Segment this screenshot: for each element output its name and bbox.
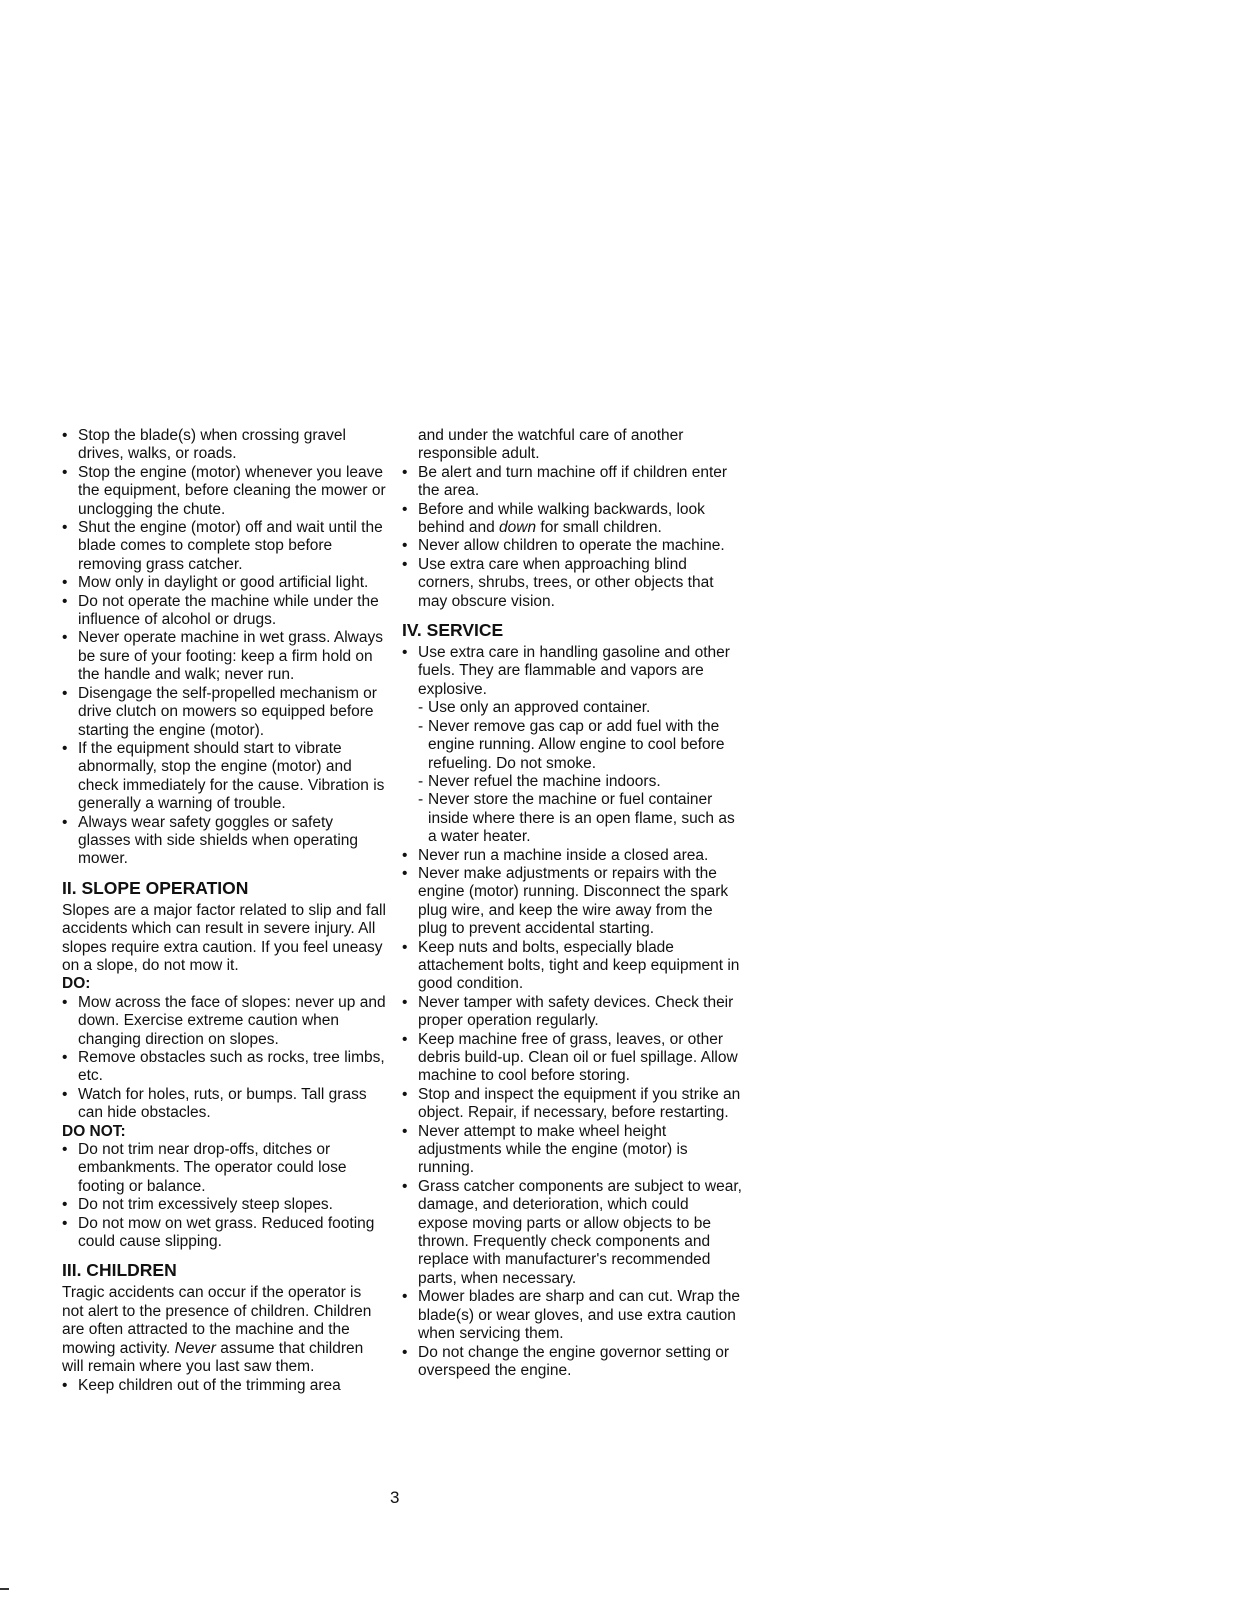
do-not-label: DO NOT: <box>62 1122 126 1140</box>
children-intro-part2: assume that children will remain where you last saw them. <box>62 1339 364 1376</box>
list-item <box>62 814 387 869</box>
bullet-mark: • <box>62 463 68 481</box>
keep-children-item: Keep children out of the trimming area <box>78 1376 341 1394</box>
list-item-text: Keep nuts and bolts, especially blade attachement bolts, tight and keep equipment in good condition. <box>418 938 740 993</box>
list-item-text: Use only an approved container. <box>428 699 651 717</box>
do-label: DO: <box>62 975 91 993</box>
bullet-mark: • <box>402 938 408 956</box>
dash-mark: - <box>418 717 424 735</box>
list-item <box>402 464 742 501</box>
list-item-text: Never remove gas cap or add fuel with the engine running. Allow engine to cool before refueling. Do not smoke. <box>428 717 725 772</box>
page-number: 3 <box>390 1488 400 1507</box>
bullet-mark: • <box>402 500 408 518</box>
list-item-text: Watch for holes, ruts, or bumps. Tall grass can hide obstacles. <box>78 1085 367 1122</box>
list-item-text: Do not trim near drop-offs, ditches or embankments. The operator could lose footing or balance. <box>78 1141 347 1195</box>
list-item-text: Grass catcher components are subject to wear, damage, and deterioration, which could expose moving parts or allow objects to be thrown. Frequently check components and replace with manufacturer's recommended parts, when necessary. <box>418 1177 742 1287</box>
list-item-text: Never store the machine or fuel container inside where there is an open flame, such as a water heater. <box>428 791 735 846</box>
bullet-mark: • <box>402 1122 408 1140</box>
list-item <box>62 464 387 519</box>
list-item-text: Remove obstacles such as rocks, tree limbs, etc. <box>78 1049 385 1085</box>
keep-children-continuation: and under the watchful care of another responsible adult. <box>418 427 684 463</box>
list-item-text: Never operate machine in wet grass. Always be sure of your footing: keep a firm hold on the handle and walk; never run. <box>78 629 383 684</box>
list-item <box>62 740 387 814</box>
list-item <box>402 939 742 994</box>
dash-mark: - <box>418 791 424 809</box>
list-item-text: Stop and inspect the equipment if you strike an object. Repair, if necessary, before restarting. <box>418 1085 741 1122</box>
list-item <box>62 994 387 1049</box>
children-list-b <box>402 537 742 611</box>
bullet-mark: • <box>62 574 68 592</box>
do-not-list <box>62 1141 387 1251</box>
list-item-text: Never tamper with safety devices. Check their proper operation regularly. <box>418 993 734 1030</box>
list-item <box>402 1031 742 1086</box>
bullet-mark: • <box>62 427 68 444</box>
walking-down: down <box>499 519 537 537</box>
list-item <box>402 1123 742 1178</box>
bullet-mark: • <box>402 846 408 864</box>
list-item-text: Mow across the face of slopes: never up and down. Exercise extreme caution when changing direction on slopes. <box>78 993 386 1048</box>
list-item-text: If the equipment should start to vibrate abnormally, stop the engine (motor) and check immediately for the cause. Vibration is generally a warning of trouble. <box>78 739 385 813</box>
bullet-mark: • <box>402 1177 408 1195</box>
right-column <box>402 427 742 1380</box>
service-list <box>402 847 742 1381</box>
list-item <box>402 1288 742 1343</box>
bullet-mark: • <box>62 813 68 831</box>
sub-list-item <box>402 791 742 846</box>
list-item-text: Keep machine free of grass, leaves, or other debris build-up. Clean oil or fuel spillage. Allow machine to cool before storing. <box>418 1030 738 1085</box>
bullet-mark: • <box>62 684 68 702</box>
sub-list-item <box>402 773 742 791</box>
dash-mark: - <box>418 772 424 790</box>
children-list <box>402 464 742 501</box>
dash-mark: - <box>418 699 424 717</box>
list-item <box>62 574 387 592</box>
slope-intro: Slopes are a major factor related to slip and fall accidents which can result in severe injury. All slopes require extra caution. If you feel uneasy on a slope, do not mow it. <box>62 901 386 974</box>
list-item <box>62 427 387 464</box>
children-intro-part1: Tragic accidents can occur if the operator is not alert to the presence of children. Children are often attracted to the machine and the mowing activity. <box>62 1284 372 1357</box>
list-item-text: Stop the engine (motor) whenever you leave the equipment, before cleaning the mower or unclogging the chute. <box>78 463 386 518</box>
list-item <box>62 1086 387 1123</box>
bullet-mark: • <box>402 644 408 662</box>
list-item <box>402 865 742 939</box>
children-intro <box>62 1284 387 1376</box>
bullet-mark: • <box>402 1343 408 1361</box>
bullet-mark: • <box>62 1085 68 1103</box>
walking-part1: Before and while walking backwards, look behind and <box>418 500 705 537</box>
corner-mark <box>0 1588 9 1590</box>
list-item <box>62 1196 387 1214</box>
list-item <box>402 1344 742 1381</box>
list-item-text: Never attempt to make wheel height adjustments while the engine (motor) is running. <box>418 1122 688 1177</box>
list-item <box>402 1178 742 1288</box>
list-item <box>402 556 742 611</box>
bullet-mark: • <box>402 864 408 882</box>
bullet-mark: • <box>62 1141 68 1159</box>
list-item <box>402 501 742 538</box>
bullet-mark: • <box>402 555 408 573</box>
sub-list-item <box>402 718 742 773</box>
bullet-mark: • <box>402 993 408 1011</box>
left-bullet-list <box>62 427 387 869</box>
list-item <box>402 994 742 1031</box>
bullet-mark: • <box>62 629 68 647</box>
list-item-text: Use extra care when approaching blind corners, shrubs, trees, or other objects that may obscure vision. <box>418 555 714 610</box>
walking-part2: for small children. <box>536 519 662 537</box>
list-item-text: Never make adjustments or repairs with the engine (motor) running. Disconnect the spark plug wire, and keep the wire away from the plug to prevent accidental starting. <box>418 864 729 938</box>
bullet-mark: • <box>62 519 68 537</box>
bullet-mark: • <box>402 1085 408 1103</box>
bullet-mark: • <box>62 1196 68 1214</box>
list-item <box>62 1141 387 1196</box>
service-heading: IV. SERVICE <box>402 620 504 641</box>
bullet-mark: • <box>402 537 408 555</box>
list-item-text: Do not mow on wet grass. Reduced footing could cause slipping. <box>78 1214 375 1251</box>
bullet-mark: • <box>402 1030 408 1048</box>
list-item <box>402 847 742 865</box>
list-item-text: Do not operate the machine while under the influence of alcohol or drugs. <box>78 592 379 629</box>
bullet-mark: • <box>62 592 68 610</box>
list-item-text: Never refuel the machine indoors. <box>428 772 661 790</box>
list-item-text: Stop the blade(s) when crossing gravel drives, walks, or roads. <box>78 427 346 463</box>
list-item <box>402 537 742 555</box>
fuel-item: Use extra care in handling gasoline and other fuels. They are flammable and vapors are explosive. <box>418 644 730 698</box>
list-item-text: Do not trim excessively steep slopes. <box>78 1196 333 1214</box>
bullet-mark: • <box>62 739 68 757</box>
sub-list-item <box>402 699 742 717</box>
fuel-sublist <box>402 699 742 846</box>
bullet-mark: • <box>62 1376 68 1394</box>
list-item <box>62 1049 387 1086</box>
bullet-mark: • <box>62 1049 68 1066</box>
list-item <box>402 644 742 699</box>
bullet-mark: • <box>402 1288 408 1306</box>
slope-operation-heading: II. SLOPE OPERATION <box>62 877 249 898</box>
list-item <box>62 629 387 684</box>
list-item-text: Do not change the engine governor setting or overspeed the engine. <box>418 1343 730 1379</box>
list-item <box>62 593 387 630</box>
bullet-mark: • <box>62 1214 68 1232</box>
children-intro-never: Never <box>174 1339 216 1357</box>
list-item-text: Always wear safety goggles or safety glasses with side shields when operating mower. <box>78 813 359 868</box>
list-item-text: Mower blades are sharp and can cut. Wrap the blade(s) or wear gloves, and use extra caution when servicing them. <box>418 1288 740 1343</box>
list-item <box>402 1086 742 1123</box>
list-item-text: Never run a machine inside a closed area. <box>418 846 709 864</box>
left-column <box>62 427 387 1395</box>
list-item-text: Mow only in daylight or good artificial light. <box>78 574 369 592</box>
list-item <box>62 685 387 740</box>
do-list <box>62 994 387 1123</box>
bullet-mark: • <box>402 463 408 481</box>
list-item-text: Never allow children to operate the machine. <box>418 537 725 555</box>
list-item <box>62 519 387 574</box>
list-item <box>62 1377 387 1395</box>
list-item <box>62 1215 387 1252</box>
list-item-text: Disengage the self-propelled mechanism or drive clutch on mowers so equipped before starting the engine (motor). <box>78 684 377 739</box>
bullet-mark: • <box>62 993 68 1011</box>
children-heading: III. CHILDREN <box>62 1260 177 1281</box>
list-item-text: Shut the engine (motor) off and wait until the blade comes to complete stop before removing grass catcher. <box>78 519 383 573</box>
list-item-text: Be alert and turn machine off if children enter the area. <box>418 463 728 500</box>
